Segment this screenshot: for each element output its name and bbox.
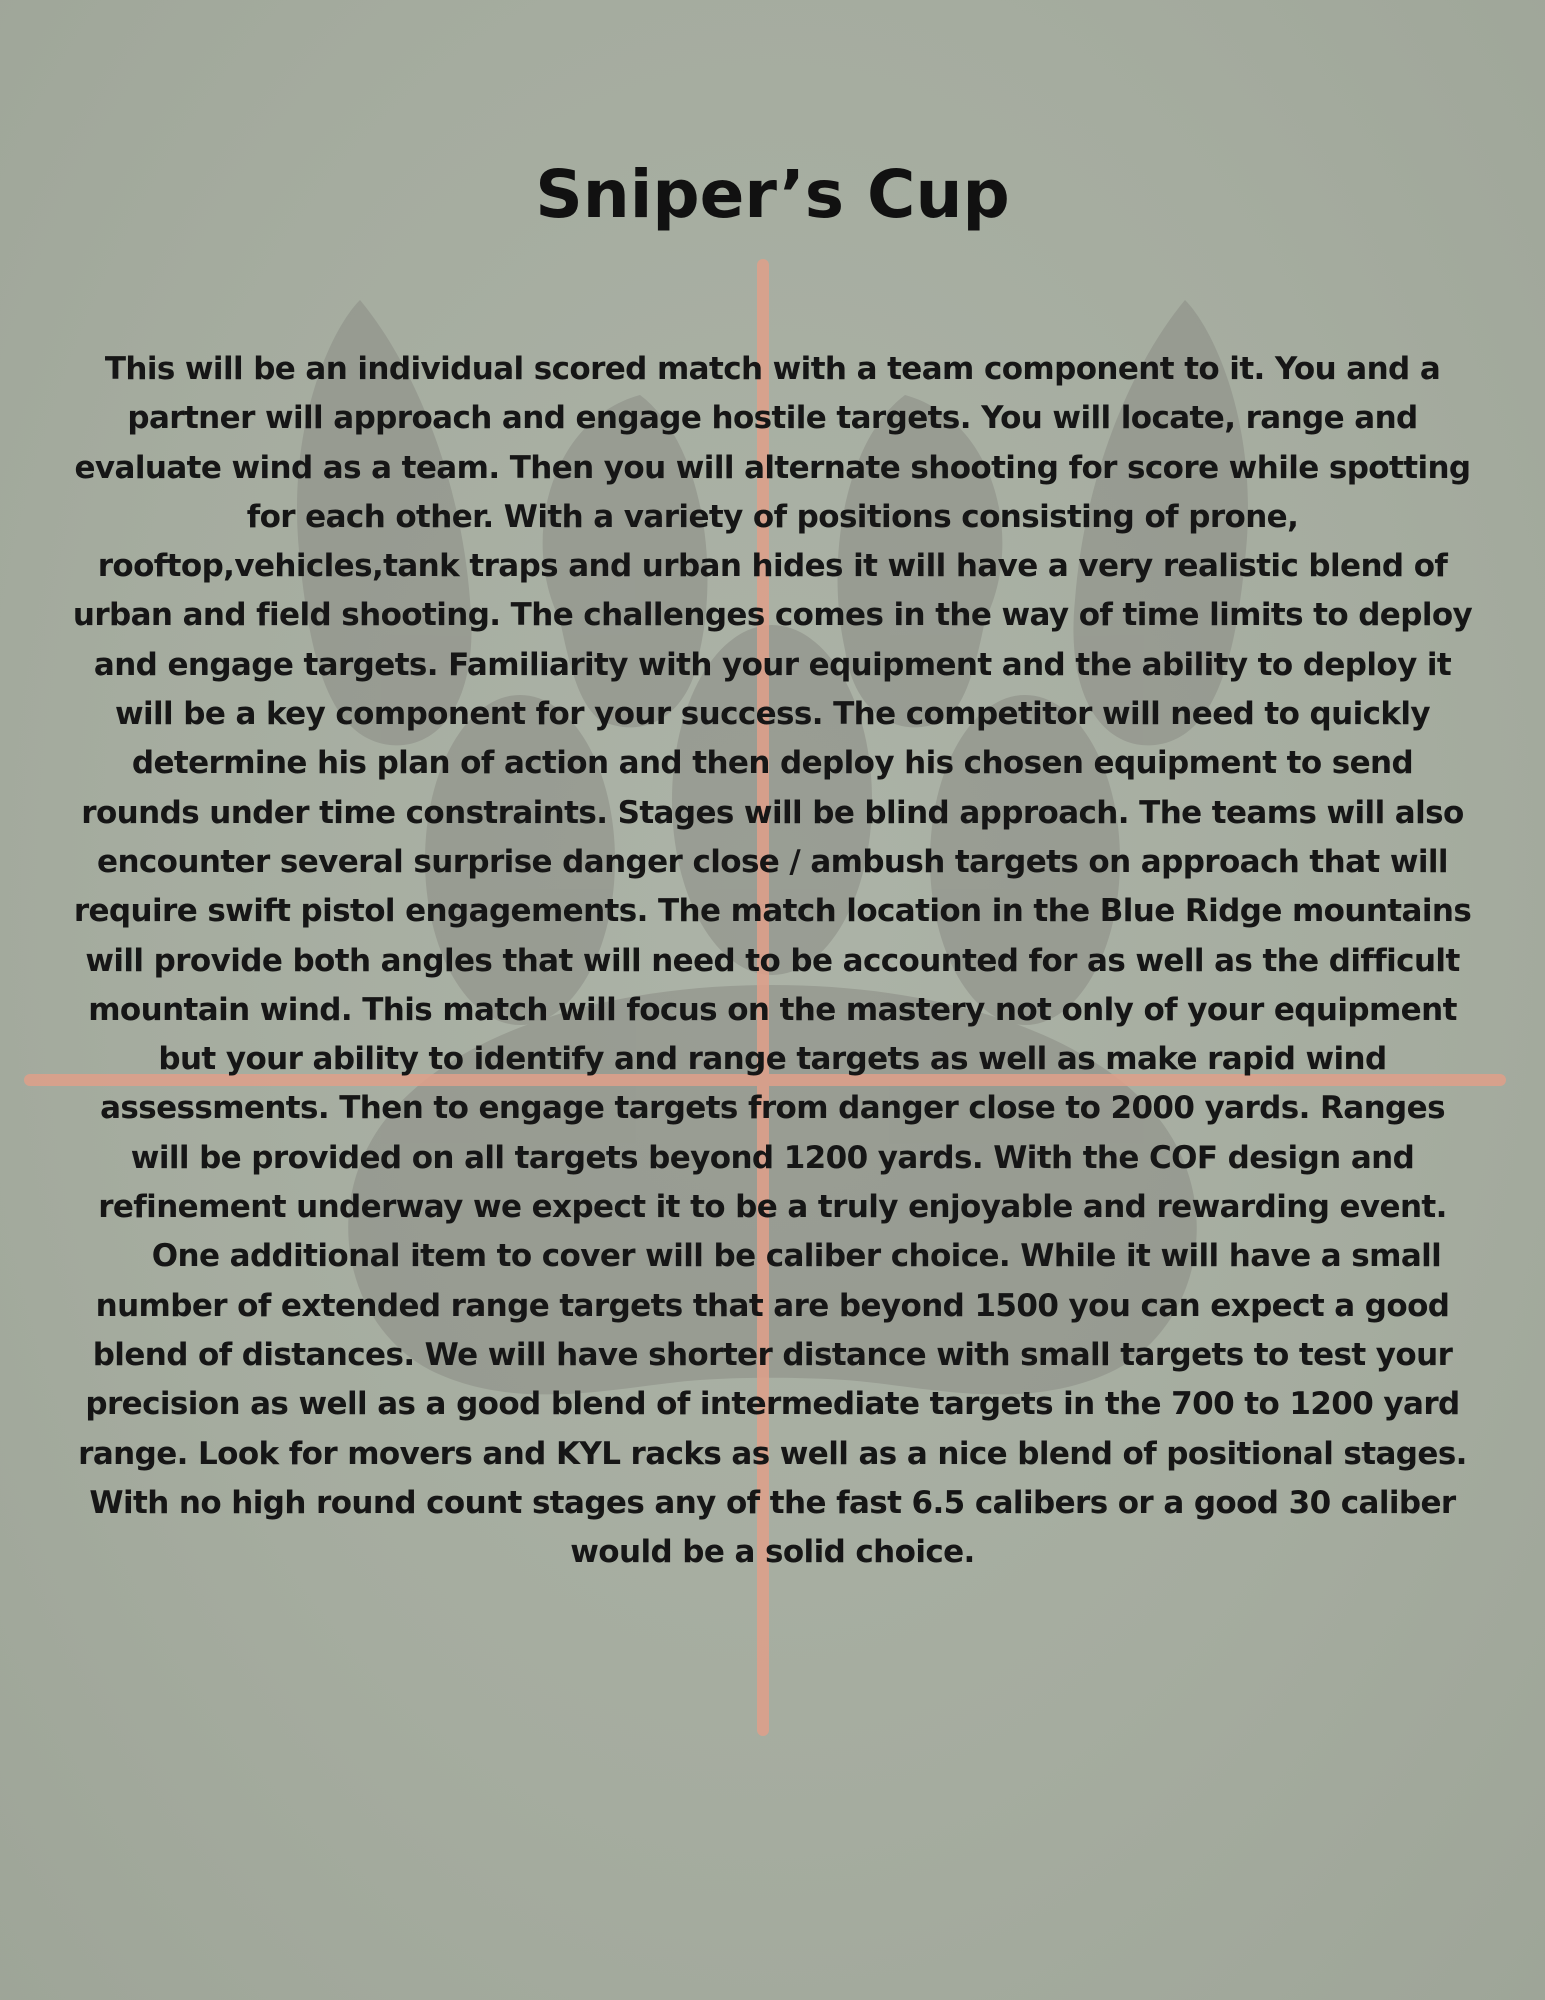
paragraph-2-text: One additional item to cover will be caliber choice. While it will have a small number of extended range targets that are beyond 1500 you can expect a good blend of distances. We will have shorter distance with small targets to test your precision as well as a good blend of intermediate targets in the 700 to 1200 yard range. Look for movers and KYL racks as well as a nice blend of positional stages. With no high round count stages any of the fast 6.5 calibers or a good 30 caliber would be a solid choice. (78, 1238, 1467, 1571)
page-title: Sniper’s Cup (535, 156, 1010, 233)
paragraph-2 (70, 1232, 1475, 1577)
paragraph-1: This will be an individual scored match with a team component to it. You and a partner will approach and engage hostile targets. You will locate, range and evaluate wind as a team. Then you will alternate shooting for score while spotting for each other. With a variety of positions consisting of prone, rooftop,vehicles,tank traps and urban hides it will have a very realistic blend of urban and field shooting. The challenges comes in the way of time limits to deploy and engage targets. Familiarity with your equipment and the ability to deploy it will be a key component for your success. The competitor will need to quickly determine his plan of action and then deploy his chosen equipment to send rounds under time constraints. Stages will be blind approach. The teams will also encounter several surprise danger close / ambush targets on approach that will require swift pistol engagements. The match location in the Blue Ridge mountains will provide both angles that will need to be accounted for as well as the difficult mountain wind. This match will focus on the mastery not only of your equipment but your ability to identify and range targets as well as make rapid wind assessments. Then to engage targets from danger close to 2000 yards. Ranges will be provided on all targets beyond 1200 yards. With the COF design and refinement underway we expect it to be a truly enjoyable and rewarding event. (72, 351, 1473, 1226)
body-text (70, 345, 1475, 1577)
